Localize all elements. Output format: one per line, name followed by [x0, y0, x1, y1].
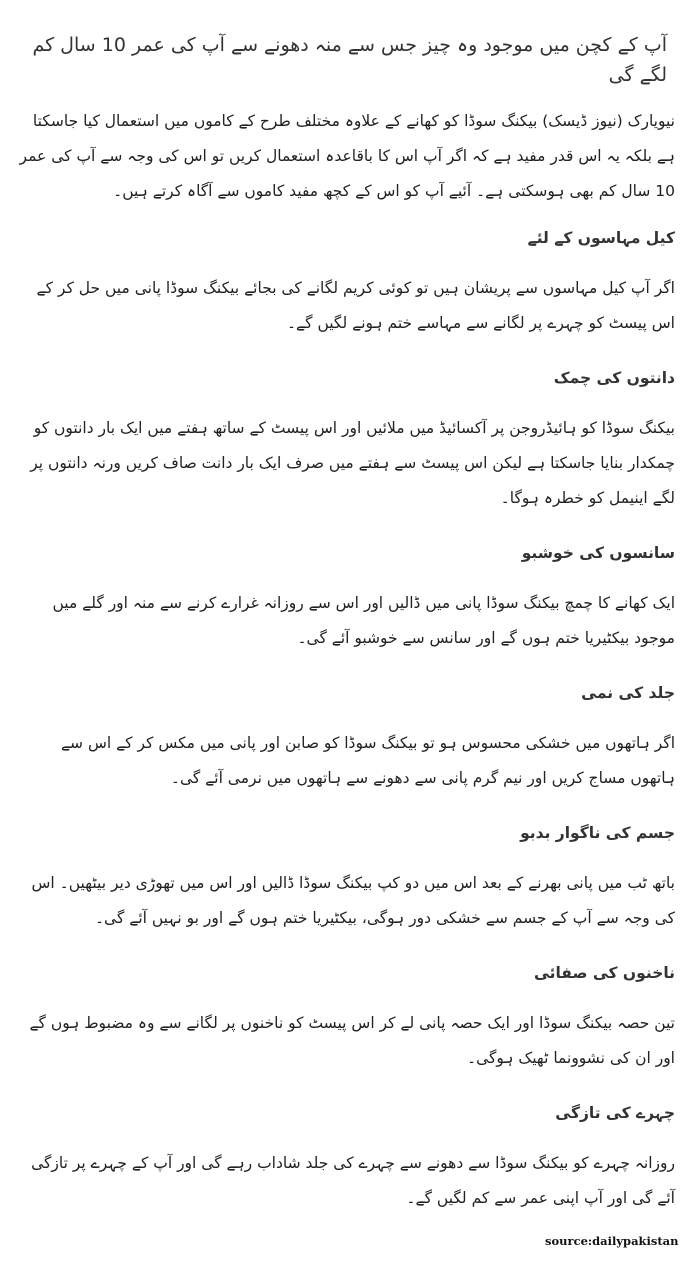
source-credit: source:dailypakistan [545, 1234, 679, 1248]
section-text-acne: اگر آپ کیل مہاسوں سے پریشان ہیں تو کوئی کریم لگانے کی بجائے بیکنگ سوڈا پانی میں حل کر کے اس پیسٹ کو چہرے پر لگانے سے مہاسے ختم ہونے لگیں گے۔ [36, 279, 675, 332]
section-text-nails: تین حصہ بیکنگ سوڈا اور ایک حصہ پانی لے کر اس پیسٹ کو ناخنوں پر لگانے سے وہ مضبوط ہوں گے اور ان کی نشوونما ٹھیک ہوگی۔ [29, 1014, 675, 1067]
section-text-skin-moisture: اگر ہاتھوں میں خشکی محسوس ہو تو بیکنگ سوڈا کو صابن اور پانی میں مکس کر کے اس سے ہاتھوں مساج کریں اور نیم گرم پانی سے دھونے سے ہاتھوں میں نرمی آئے گی۔ [60, 734, 675, 787]
section-text-face-freshness: روزانہ چہرے کو بیکنگ سوڈا سے دھونے سے چہرے کی جلد شاداب رہے گی اور آپ کے چہرے پر تازگی آئے گی اور آپ اپنی عمر سے کم لگیں گے۔ [31, 1154, 675, 1207]
section-heading-body-odor: جسم کی ناگوار بدبو [520, 824, 675, 842]
section-heading-nails: ناخنوں کی صفائی [533, 964, 675, 982]
article [18, 0, 675, 1272]
article-title: آپ کے کچن میں موجود وہ چیز جس سے منہ دھونے سے آپ کی عمر 10 سال کم لگے گی [32, 34, 667, 86]
section-heading-acne: کیل مہاسوں کے لئے [527, 229, 675, 247]
section-heading-breath: سانسوں کی خوشبو [521, 544, 675, 562]
section-text-teeth: بیکنگ سوڈا کو ہائیڈروجن پر آکسائیڈ میں ملائیں اور اس پیسٹ کے ساتھ ہفتے میں ایک بار دانتوں کو چمکدار بنایا جاسکتا ہے لیکن اس پیسٹ سے ہفتے میں صرف ایک بار دانت صاف کریں ورنہ دانتوں پر لگے اینیمل کو خطرہ ہوگا۔ [30, 419, 675, 507]
section-heading-teeth: دانتوں کی چمک [553, 369, 675, 387]
section-heading-face-freshness: چہرے کی تازگی [555, 1104, 675, 1122]
article-intro: نیویارک (نیوز ڈیسک) بیکنگ سوڈا کو کھانے کے علاوہ مختلف طرح کے کاموں میں استعمال کیا جاسکتا ہے بلکہ یہ اس قدر مفید ہے کہ اگر آپ اس کا باقاعدہ استعمال کریں تو اس کی وجہ سے آپ کی عمر 10 سال کم بھی ہوسکتی ہے۔ آئیے آپ کو اس کے کچھ مفید کاموں سے آگاہ کرتے ہیں۔ [19, 112, 675, 200]
section-text-body-odor: باتھ ٹب میں پانی بھرنے کے بعد اس میں دو کپ بیکنگ سوڈا ڈالیں اور اس میں تھوڑی دیر بیٹھیں۔ اس کی وجہ سے آپ کے جسم سے خشکی دور ہوگی، بیکٹیریا ختم ہوں گے اور بو نہیں آئے گی۔ [31, 874, 675, 927]
section-text-breath: ایک کھانے کا چمچ بیکنگ سوڈا پانی میں ڈالیں اور اس سے روزانہ غرارے کرنے سے منہ اور گلے میں موجود بیکٹیریا ختم ہوں گے اور سانس سے خوشبو آئے گی۔ [52, 594, 675, 647]
section-heading-skin-moisture: جلد کی نمی [581, 684, 675, 702]
